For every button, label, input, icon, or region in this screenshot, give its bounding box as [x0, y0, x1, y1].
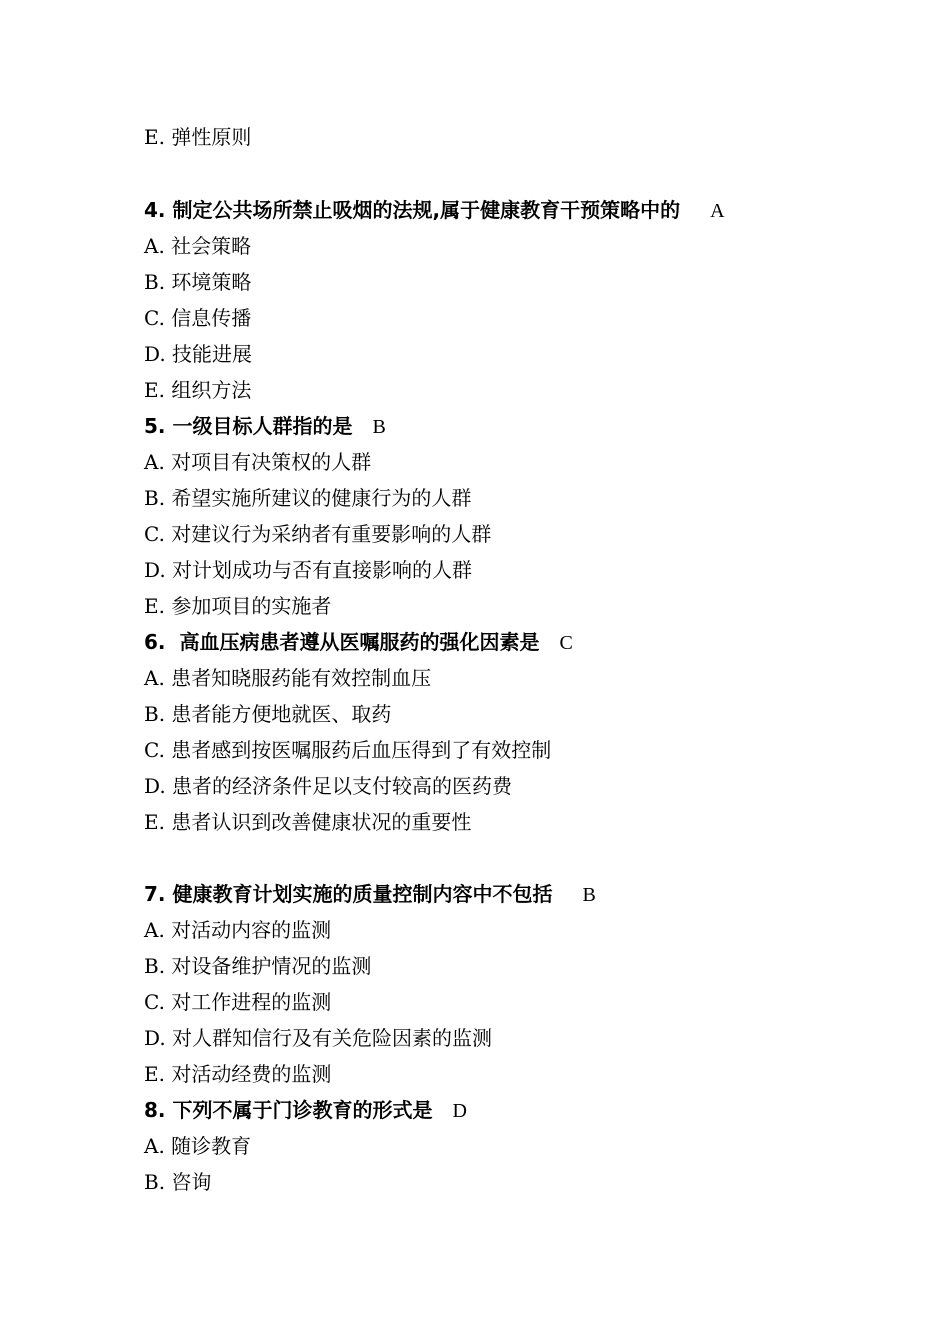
option-line: B. 对设备维护情况的监测	[144, 954, 372, 978]
option-line: C. 患者感到按医嘱服药后血压得到了有效控制	[144, 738, 552, 762]
question-text: 8. 下列不属于门诊教育的形式是	[144, 1098, 433, 1122]
answer-key: B	[582, 884, 596, 906]
option-line: E. 患者认识到改善健康状况的重要性	[144, 810, 472, 834]
option-line: A. 对项目有决策权的人群	[144, 450, 372, 474]
answer-key: A	[710, 200, 725, 222]
answer-key: C	[559, 632, 573, 654]
option-line: D. 技能进展	[144, 342, 253, 366]
answer-key: B	[372, 416, 386, 438]
question-6	[144, 629, 573, 656]
option-line: B. 咨询	[144, 1170, 212, 1194]
option-line: E. 弹性原则	[144, 125, 252, 149]
question-text: 7. 健康教育计划实施的质量控制内容中不包括	[144, 882, 553, 906]
option-line: C. 对工作进程的监测	[144, 990, 332, 1014]
option-line: B. 希望实施所建议的健康行为的人群	[144, 486, 472, 510]
option-line: D. 对人群知信行及有关危险因素的监测	[144, 1026, 493, 1050]
option-line: E. 参加项目的实施者	[144, 594, 332, 618]
question-4	[144, 197, 725, 224]
option-line: D. 患者的经济条件足以支付较高的医药费	[144, 774, 513, 798]
option-line: E. 对活动经费的监测	[144, 1062, 332, 1086]
option-line: A. 对活动内容的监测	[144, 918, 332, 942]
option-line: A. 随诊教育	[144, 1134, 252, 1158]
option-line: E. 组织方法	[144, 378, 252, 402]
question-8	[144, 1097, 467, 1124]
option-line: C. 对建议行为采纳者有重要影响的人群	[144, 522, 492, 546]
question-5	[144, 413, 386, 440]
option-line: B. 环境策略	[144, 270, 252, 294]
option-line: A. 患者知晓服药能有效控制血压	[144, 666, 432, 690]
answer-key: D	[452, 1100, 467, 1122]
option-line: D. 对计划成功与否有直接影响的人群	[144, 558, 473, 582]
option-line: C. 信息传播	[144, 306, 252, 330]
question-text: 5. 一级目标人群指的是	[144, 414, 353, 438]
question-text: 4. 制定公共场所禁止吸烟的法规,属于健康教育干预策略中的	[144, 198, 681, 222]
question-text: 6. 高血压病患者遵从医嘱服药的强化因素是	[144, 630, 540, 654]
option-line: A. 社会策略	[144, 234, 252, 258]
option-line: B. 患者能方便地就医、取药	[144, 702, 392, 726]
question-7	[144, 881, 596, 908]
